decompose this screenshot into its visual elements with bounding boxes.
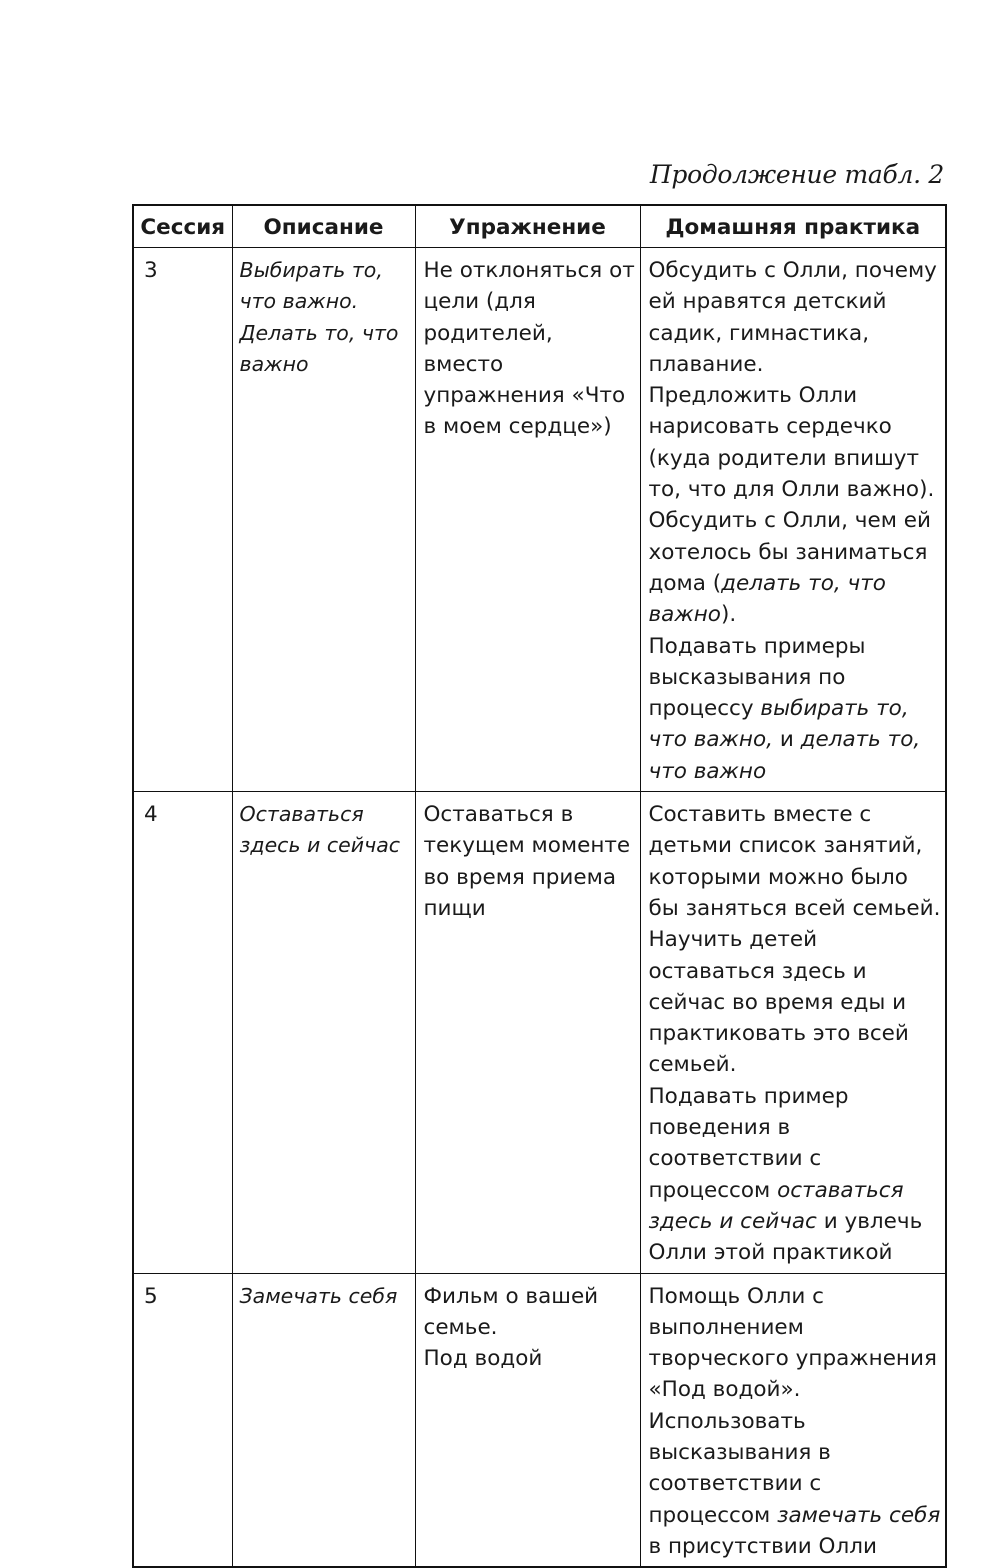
home-paragraph: Научить детей оставаться здесь и сейчас во время еды и практиковать это всей семьей. — [648, 927, 909, 1078]
session-number: 5 — [133, 1273, 232, 1567]
home-paragraph: Помощь Олли с выполнением творческого упражнения «Под водой». — [648, 1283, 937, 1403]
session-home-practice — [640, 792, 946, 1273]
session-home-practice — [640, 248, 946, 792]
table-caption: Продолжение табл. 2 — [649, 160, 944, 189]
text-run: и — [772, 727, 801, 753]
table-row — [133, 248, 946, 792]
session-description: Замечать себя — [232, 1273, 415, 1567]
text-run: ). — [720, 602, 737, 628]
exercise-paragraph: Фильм о вашей семье. — [423, 1283, 599, 1340]
header-home-practice: Домашняя практика — [640, 205, 946, 248]
session-number: 4 — [133, 792, 232, 1273]
exercise-paragraph: Под водой — [423, 1346, 543, 1372]
home-paragraph — [649, 631, 942, 787]
italic-run: делать то, что важно — [648, 727, 921, 784]
text-run: Использовать высказывания в соответствии с процессом — [648, 1408, 831, 1528]
header-session: Сессия — [133, 205, 232, 248]
home-paragraph — [649, 1406, 942, 1562]
session-number: 3 — [133, 248, 232, 792]
text-run: Подавать примеры высказывания по процессу — [648, 633, 866, 722]
home-paragraph: Предложить Олли нарисовать сердечко (куда родители впишут то, что для Олли важно). — [648, 383, 935, 503]
session-description: Оставаться здесь и сейчас — [232, 792, 415, 1273]
session-exercise: Не отклоняться от цели (для родителей, вместо упражнения «Что в моем сердце») — [415, 248, 640, 792]
home-paragraph: Составить вместе с детьми список занятий, которыми можно было бы заняться всей семьей. — [648, 802, 941, 921]
italic-run: замечать себя — [777, 1502, 941, 1528]
italic-run: оставаться здесь и сейчас — [648, 1177, 904, 1234]
home-paragraph — [649, 505, 942, 630]
text-run: в присутствии Олли — [648, 1533, 877, 1559]
header-description: Описание — [232, 205, 415, 248]
home-paragraph: Обсудить с Олли, почему ей нравятся детский садик, гимнастика, плавание. — [648, 258, 937, 377]
italic-run: делать то, что важно — [648, 570, 886, 628]
text-run: Подавать пример поведения в соответствии с процессом — [648, 1083, 849, 1203]
session-exercise: Оставаться в текущем моменте во время приема пищи — [415, 792, 640, 1273]
table-row — [133, 1273, 946, 1567]
practice-table — [132, 204, 947, 1568]
table-row — [133, 792, 946, 1273]
session-exercise — [415, 1273, 640, 1567]
italic-run: выбирать то, что важно, — [648, 696, 909, 753]
table-header-row — [133, 205, 946, 248]
text-run: Обсудить с Олли, чем ей хотелось бы заниматься дома ( — [648, 508, 931, 596]
text-run: и увлечь Олли этой практикой — [648, 1208, 923, 1266]
header-exercise: Упражнение — [415, 205, 640, 248]
session-home-practice — [640, 1273, 946, 1567]
home-paragraph — [649, 1081, 942, 1269]
session-description: Выбирать то, что важно. Делать то, что важно — [232, 248, 415, 792]
